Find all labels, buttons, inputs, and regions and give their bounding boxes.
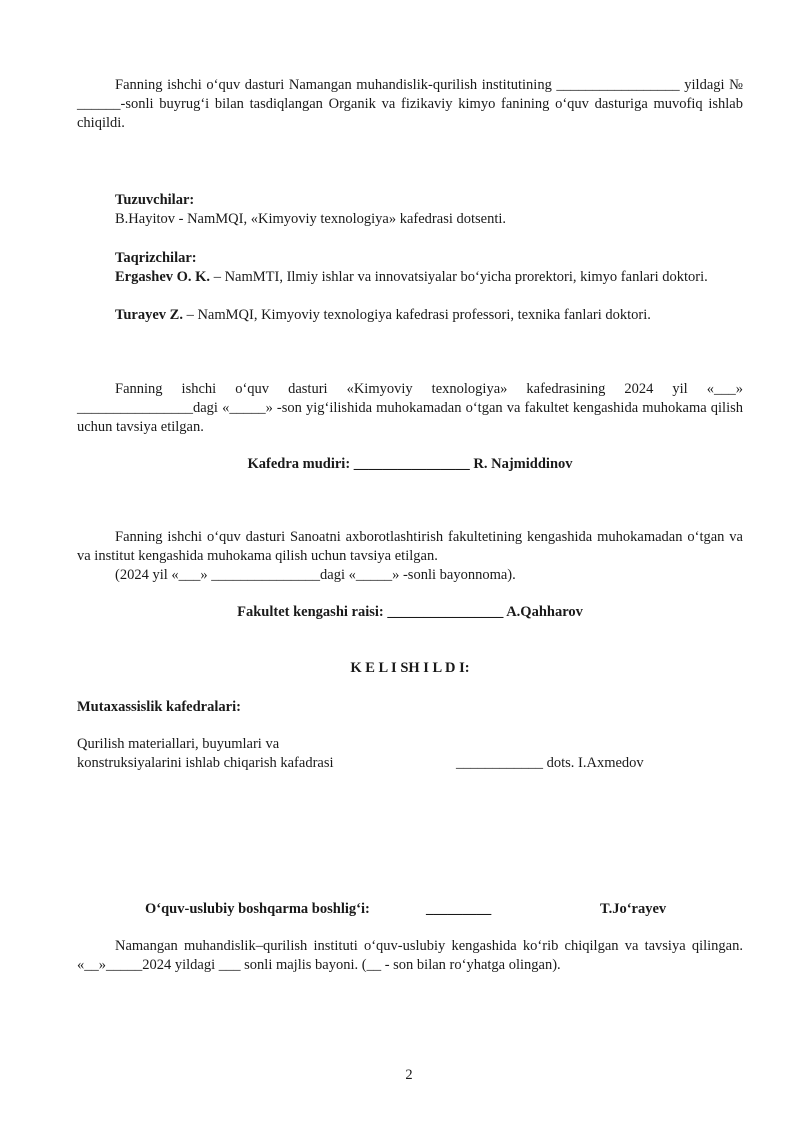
office-signature-blank: _________: [426, 901, 492, 917]
agreed-dept-line-1: Qurilish materiallari, buyumlari va: [77, 736, 280, 752]
page-number: 2: [405, 1067, 413, 1083]
office-label: O‘quv-uslubiy boshqarma boshlig‘i:: [145, 901, 370, 917]
office-name: T.Jo‘rayev: [600, 901, 667, 917]
agreed-dept-line-2: konstruksiyalarini ishlab chiqarish kafadrasi: [77, 755, 334, 771]
reviewer-1-desc: – NamMTI, Ilmiy ishlar va innovatsiyalar bo‘yicha prorektori, kimyo fanlari doktori.: [210, 269, 708, 285]
reviewer-2: [77, 306, 743, 325]
intro-paragraph: Fanning ishchi o‘quv dasturi Namangan muhandislik-qurilish institutining _________________ yildagi № ______-sonli buyrug‘i bilan tasdiqlangan Organik va fizikaviy kimyo fanining o‘quv dasturiga muvofiq ishlab chiqildi.: [77, 77, 743, 131]
agreed-subtitle: Mutaxassislik kafedralari:: [77, 699, 241, 715]
faculty-paragraph: Fanning ishchi o‘quv dasturi Sanoatni axborotlashtirish fakultetining kengashida muhokamadan o‘tgan va va institut kengashida muhokama qilish uchun tavsiya etilgan.: [77, 529, 743, 564]
reviewers-heading: Taqrizchilar:: [115, 250, 197, 266]
agreed-dept-signature: ____________ dots. I.Axmedov: [456, 755, 644, 771]
faculty-protocol: (2024 yil «___» _______________dagi «_____» -sonli bayonnoma).: [115, 567, 516, 583]
authors-heading: Tuzuvchilar:: [115, 192, 195, 208]
faculty-signature: Fakultet kengashi raisi: ________________ A.Qahharov: [237, 604, 583, 620]
reviewer-2-name: Turayev Z.: [115, 307, 183, 323]
department-paragraph: Fanning ishchi o‘quv dasturi «Kimyoviy texnologiya» kafedrasining 2024 yil «___» ________________dagi «_____» -son yig‘ilishida muhokamadan o‘tgan va fakultet kengashida muhokama qilish uchun tavsiya etilgan.: [77, 381, 743, 435]
department-signature: Kafedra mudiri: ________________ R. Najmiddinov: [247, 456, 573, 472]
agreed-title: K E L I SH I L D I:: [350, 660, 470, 676]
council-paragraph: Namangan muhandislik–qurilish instituti o‘quv-uslubiy kengashida ko‘rib chiqilgan va tavsiya qilingan. «__»_____2024 yildagi ___ sonli majlis bayoni. (__ - son bilan ro‘yhatga olingan).: [77, 938, 743, 973]
reviewer-1-name: Ergashev O. K.: [115, 269, 211, 285]
reviewer-2-desc: – NamMQI, Kimyoviy texnologiya kafedrasi professori, texnika fanlari doktori.: [182, 307, 651, 323]
reviewer-1: [77, 268, 743, 287]
authors-line: B.Hayitov - NamMQI, «Kimyoviy texnologiya» kafedrasi dotsenti.: [115, 211, 507, 227]
